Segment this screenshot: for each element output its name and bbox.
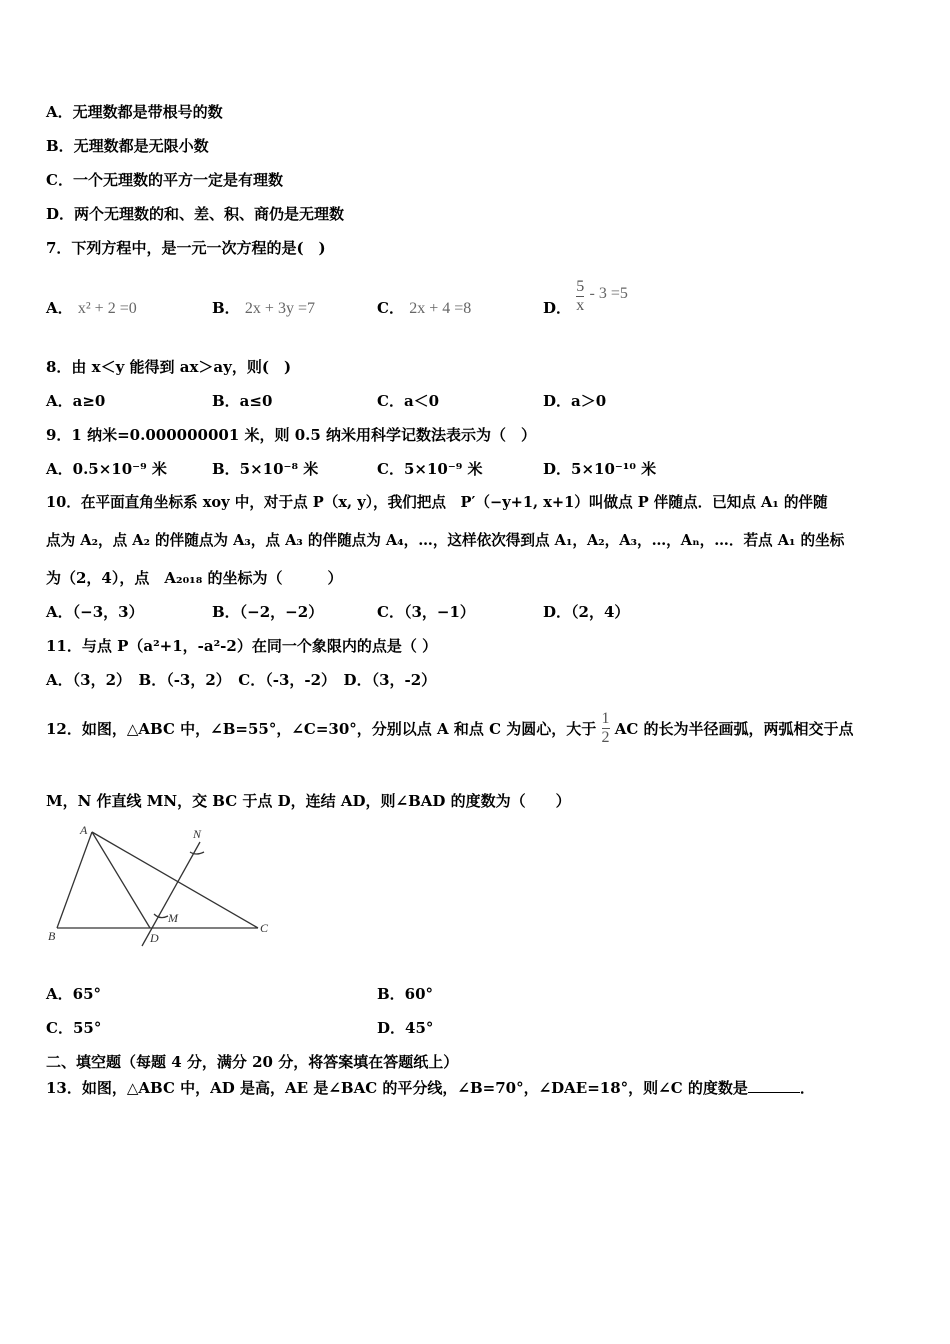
q7-a-formula: x² + 2 =0 — [77, 300, 137, 317]
q11-options: A．（3，2） B．（-3，2） C．（-3，-2） D．（3，-2） — [46, 671, 437, 689]
q10-option-b: B．（−2，−2） — [212, 603, 324, 621]
q12-stem-line2: M，N 作直线 MN，交 BC 于点 D，连结 AD，则∠BAD 的度数为（ ） — [46, 792, 571, 810]
q7-d-formula: - 3 =5 — [589, 285, 628, 302]
q9-option-b: B．5×10⁻⁸ 米 — [212, 460, 319, 478]
q10-option-a: A．（−3，3） — [46, 603, 144, 621]
q12-option-c: C．55° — [46, 1019, 102, 1037]
q8-option-b: B．a≤0 — [212, 392, 273, 410]
q7-option-c — [377, 298, 471, 319]
q11-stem: 11．与点 P（a²+1，-a²-2）在同一个象限内的点是（ ） — [46, 637, 438, 655]
segment-ad — [92, 832, 150, 928]
q8-option-c: C．a＜0 — [377, 392, 440, 410]
q7-a-label: A． — [46, 299, 73, 317]
q12-stem-line1 — [46, 710, 854, 747]
label-b: B — [48, 929, 56, 943]
q12-stem-part1: 12．如图，△ABC 中，∠B=55°，∠C=30°，分别以点 A 和点 C 为圆心，大于 — [46, 719, 597, 738]
q9-option-a: A．0.5×10⁻⁹ 米 — [46, 460, 167, 478]
q13-end: ． — [799, 1079, 815, 1097]
answer-blank — [748, 1092, 800, 1093]
q10-option-d: D．（2，4） — [543, 603, 630, 621]
q8-option-d: D．a＞0 — [543, 392, 607, 410]
q9-stem: 9．1 纳米=0.000000001 米，则 0.5 纳米用科学记数法表示为（ ） — [46, 426, 537, 444]
q10-option-c: C．（3，−1） — [377, 603, 475, 621]
q7-c-label: C． — [377, 299, 404, 317]
q12-frac-denominator: 2 — [601, 729, 610, 746]
q9-option-c: C．5×10⁻⁹ 米 — [377, 460, 483, 478]
label-m: M — [168, 911, 178, 925]
q10-stem-line1: 10．在平面直角坐标系 xoy 中，对于点 P（x, y），我们把点 P′（−y+1, x+1）叫做点 P 伴随点．已知点 A₁ 的伴随 — [46, 494, 828, 511]
segment-ab — [57, 832, 92, 928]
q7-d-numerator: 5 — [576, 278, 585, 295]
q7-option-a — [46, 298, 137, 319]
q12-frac-numerator: 1 — [601, 710, 610, 727]
q7-option-b — [212, 298, 315, 319]
arc-m — [154, 914, 168, 918]
q6-option-b: B．无理数都是无限小数 — [46, 137, 209, 155]
q13-stem — [46, 1078, 815, 1098]
q7-d-label: D． — [543, 299, 572, 317]
q7-d-fraction — [576, 278, 584, 315]
q7-d-denominator: x — [576, 297, 585, 314]
label-a: A — [80, 823, 88, 837]
q7-stem: 7．下列方程中，是一元一次方程的是( ) — [46, 239, 326, 257]
q12-option-b: B．60° — [377, 985, 434, 1003]
q7-option-d — [543, 278, 628, 318]
q10-stem-line2: 点为 A₂，点 A₂ 的伴随点为 A₃，点 A₃ 的伴随点为 A₄，…，这样依次得到点 A₁，A₂，A₃，…，Aₙ，…．若点 A₁ 的坐标 — [46, 532, 845, 549]
label-n: N — [193, 827, 202, 841]
q12-fraction — [602, 710, 610, 747]
q12-stem-part2: AC 的长为半径画弧，两弧相交于点 — [614, 719, 854, 738]
q13-text: 13．如图，△ABC 中，AD 是高，AE 是∠BAC 的平分线，∠B=70°，∠DAE=18°，则∠C 的度数是 — [46, 1079, 748, 1097]
q8-stem: 8．由 x＜y 能得到 ax＞ay，则( ) — [46, 358, 292, 376]
q6-option-c: C．一个无理数的平方一定是有理数 — [46, 171, 283, 189]
q12-option-d: D．45° — [377, 1019, 434, 1037]
q7-b-label: B． — [212, 299, 240, 317]
q8-option-a: A．a≥0 — [46, 392, 106, 410]
q6-option-d: D．两个无理数的和、差、积、商仍是无理数 — [46, 205, 345, 223]
arc-n — [190, 852, 204, 854]
q10-stem-line3: 为（2，4），点 A₂₀₁₈ 的坐标为（ ） — [46, 569, 343, 587]
q9-option-d: D．5×10⁻¹⁰ 米 — [543, 460, 657, 478]
label-c: C — [260, 921, 269, 935]
label-d: D — [150, 931, 159, 945]
section-heading: 二、填空题（每题 4 分，满分 20 分，将答案填在答题纸上） — [46, 1053, 459, 1071]
q12-triangle-figure — [40, 822, 280, 954]
q12-option-a: A．65° — [46, 985, 102, 1003]
q7-c-formula: 2x + 4 =8 — [409, 300, 472, 317]
q6-option-a: A．无理数都是带根号的数 — [46, 103, 223, 121]
q7-b-formula: 2x + 3y =7 — [244, 300, 315, 317]
